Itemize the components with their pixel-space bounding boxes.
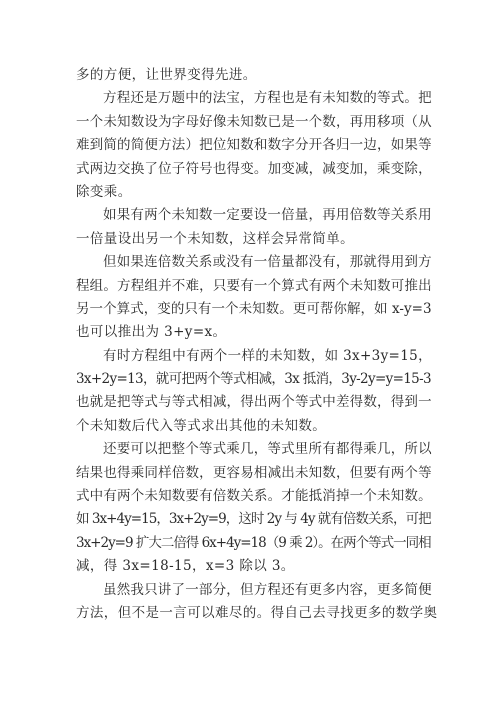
paragraph xyxy=(76,204,432,251)
text-line: 也可以推出为 3+y=x。 xyxy=(76,324,227,341)
text-line: 个未知数后代入等式求出其他的未知数。 xyxy=(76,417,327,434)
text-line: 但如果连倍数关系或没有一倍量都没有，那就得用到方 xyxy=(103,254,432,271)
paragraph xyxy=(76,251,432,345)
text-line: 一个未知数设为字母好像未知数已是一个数，再用移项（从 xyxy=(76,113,432,130)
text-line: 式中有两个未知数要有倍数关系。才能抵消掉一个未知数。 xyxy=(76,488,432,505)
text-line: 也就是把等式与等式相减，得出两个等式中差得数，得到一 xyxy=(76,394,432,411)
text-line: 虽然我只讲了一部分，但方程还有更多内容，更多简便 xyxy=(103,581,432,598)
text-line: 3x+2y=13，就可把两个等式相减，3x 抵消，3y-2y=y=15-3 xyxy=(76,371,431,388)
text-line: 结果也得乘同样倍数，更容易相减出未知数，但要有两个等 xyxy=(76,464,432,481)
text-line: 式两边交换了位子符号也得变。加变减，减变加，乘变除， xyxy=(76,160,432,177)
paragraph xyxy=(76,345,432,439)
text-line: 减，得 3x=18-15，x=3 除以 3。 xyxy=(76,558,295,575)
text-line: 3x+2y=9 扩大二倍得 6x+4y=18（9 乘 2）。在两个等式一同相 xyxy=(76,534,431,551)
text-line: 一倍量设出另一个未知数，这样会异常简单。 xyxy=(76,230,354,247)
paragraph xyxy=(76,579,438,626)
text-line: 如果有两个未知数一定要设一倍量，再用倍数等关系用 xyxy=(103,207,432,224)
text-line: 除变乘。 xyxy=(76,183,132,200)
text-line: 有时方程组中有两个一样的未知数，如 3x+3y=15， xyxy=(103,347,432,364)
paragraph xyxy=(76,87,432,204)
paragraph xyxy=(76,438,432,578)
text-line: 多的方便，让世界变得先进。 xyxy=(76,67,257,83)
document-body xyxy=(76,64,438,625)
text-line: 难到简的简便方法）把位知数和数字分开各归一边，如果等 xyxy=(76,137,432,154)
text-line: 方法，但不是一言可以难尽的。得自己去寻找更多的数学奥 xyxy=(76,604,438,621)
text-line: 方程还是万题中的法宝，方程也是有未知数的等式。把 xyxy=(103,90,432,107)
text-line: 程组。方程组并不难，只要有一个算式有两个未知数可推出 xyxy=(76,277,432,294)
text-line: 还要可以把整个等式乘几，等式里所有都得乘几，所以 xyxy=(103,441,432,458)
text-line: 如 3x+4y=15，3x+2y=9，这时 2y 与 4y 就有倍数关系，可把 xyxy=(76,511,431,528)
paragraph xyxy=(76,64,432,87)
text-line: 另一个算式，变的只有一个未知数。更可帮你解，如 x-y=3 xyxy=(76,300,432,317)
